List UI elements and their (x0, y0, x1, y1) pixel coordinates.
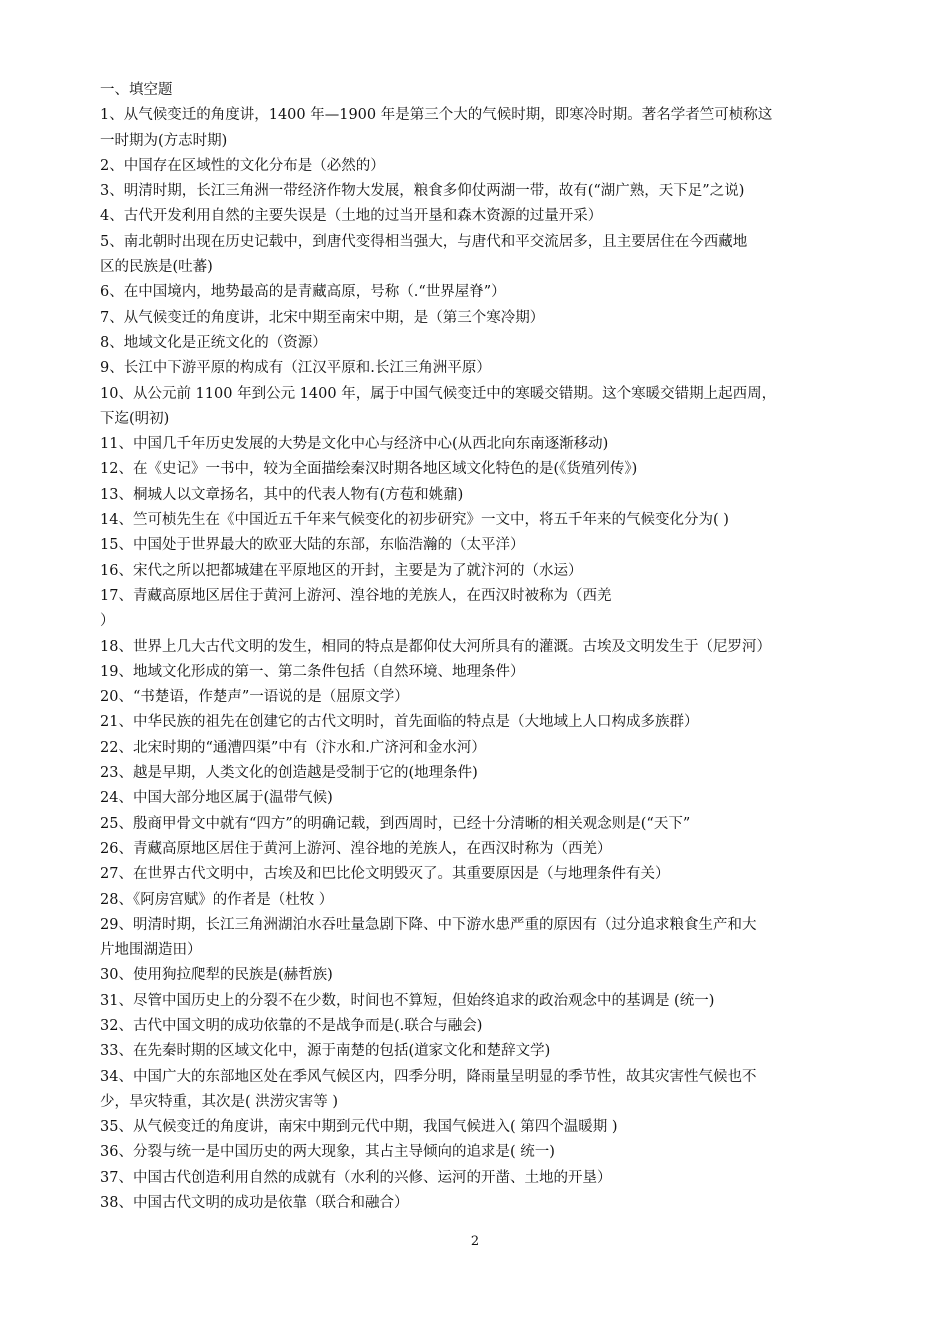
text-line: 33、在先秦时期的区域文化中，源于南楚的包括(道家文化和楚辞文学) (100, 1043, 551, 1060)
text-line: 29、明清时期，长江三角洲湖泊水吞吐量急剧下降、中下游水患严重的原因有（过分追求粮食生产和大 (100, 916, 757, 933)
text-line: 23、越是早期，人类文化的创造越是受制于它的(地理条件) (100, 765, 478, 782)
text-line: 区的民族是(吐蕃) (100, 259, 213, 276)
text-line: 16、宋代之所以把都城建在平原地区的开封，主要是为了就汴河的（水运） (100, 562, 583, 579)
text-line: 26、青藏高原地区居住于黄河上游河、湟谷地的羌族人，在西汉时称为（西羌） (100, 840, 612, 857)
text-line: 7、从气候变迁的角度讲，北宋中期至南宋中期，是（第三个寒冷期） (100, 309, 545, 326)
section-title: 一、填空题 (100, 82, 173, 98)
text-line: 6、在中国境内，地势最高的是青藏高原，号称（.“世界屋脊”） (100, 284, 506, 301)
text-line: 19、地域文化形成的第一、第二条件包括（自然环境、地理条件） (100, 663, 525, 680)
text-line: ） (100, 613, 115, 630)
text-line: 8、地域文化是正统文化的（资源） (100, 334, 327, 351)
text-line: 18、世界上几大古代文明的发生，相同的特点是都仰仗大河所具有的灌溉。古埃及文明发生于（尼罗河） (100, 638, 771, 655)
text-line: 11、中国几千年历史发展的大势是文化中心与经济中心(从西北向东南逐渐移动) (100, 436, 609, 453)
page-number: 2 (470, 1234, 480, 1249)
text-line: 4、古代开发利用自然的主要失误是（土地的过当开垦和森木资源的过量开采） (100, 208, 603, 225)
text-line: 27、在世界古代文明中，古埃及和巴比伦文明毁灭了。其重要原因是（与地理条件有关） (100, 866, 670, 883)
text-line: 25、殷商甲骨文中就有“四方”的明确记载，到西周时，已经十分清晰的相关观念则是(“天下” (100, 815, 691, 832)
text-line: 30、使用狗拉爬犁的民族是(赫哲族) (100, 967, 333, 984)
text-line: 34、中国广大的东部地区处在季风气候区内，四季分明，降雨量呈明显的季节性，故其灾害性气候也不 (100, 1068, 757, 1085)
text-line: 22、北宋时期的“通漕四渠”中有（汴水和.广济河和金水河） (100, 739, 486, 756)
document-page (100, 78, 852, 1216)
text-line: 下迄(明初) (100, 410, 170, 427)
text-line: 9、长江中下游平原的构成有（江汉平原和.长江三角洲平原） (100, 360, 491, 377)
text-line: 10、从公元前 1100 年到公元 1400 年，属于中国气候变迁中的寒暖交错期。这个寒暖交错期上起西周， (100, 385, 777, 402)
text-line: 24、中国大部分地区属于(温带气候) (100, 790, 333, 807)
text-line: 20、“书楚语，作楚声”一语说的是（屈原文学） (100, 689, 409, 706)
text-line: 13、桐城人以文章扬名，其中的代表人物有(方苞和姚鼐) (100, 486, 464, 503)
text-line: 35、从气候变迁的角度讲，南宋中期到元代中期，我国气候进入( 第四个温暖期 ) (100, 1119, 618, 1136)
text-line: 21、中华民族的祖先在创建它的古代文明时，首先面临的特点是（大地域上人口构成多族群） (100, 714, 699, 731)
text-line: 片地围湖造田） (100, 942, 202, 959)
text-line: 一时期为(方志时期) (100, 132, 228, 149)
text-line: 37、中国古代创造利用自然的成就有（水利的兴修、运河的开凿、土地的开垦） (100, 1169, 612, 1186)
text-line: 14、竺可桢先生在《中国近五千年来气候变化的初步研究》一文中，将五千年来的气候变化分为( ) (100, 512, 729, 529)
text-line: 少，旱灾特重，其次是( 洪涝灾害等 ) (100, 1093, 339, 1110)
text-line: 31、尽管中国历史上的分裂不在少数，时间也不算短，但始终追求的政治观念中的基调是 (统一) (100, 992, 715, 1009)
text-line: 32、古代中国文明的成功依靠的不是战争而是(.联合与融会) (100, 1017, 483, 1034)
text-line: 17、青藏高原地区居住于黄河上游河、湟谷地的羌族人，在西汉时被称为（西羌 (100, 587, 612, 604)
text-line: 3、明清时期，长江三角洲一带经济作物大发展，粮食多仰仗两湖一带，故有(“湖广熟，天下足”之说) (100, 183, 745, 200)
text-line: 36、分裂与统一是中国历史的两大现象，其占主导倾向的追求是( 统一) (100, 1144, 555, 1161)
text-line: 5、南北朝时出现在历史记载中，到唐代变得相当强大，与唐代和平交流居多，且主要居住在今西藏地 (100, 233, 748, 250)
text-line: 38、中国古代文明的成功是依靠（联合和融合） (100, 1195, 409, 1212)
text-line: 1、从气候变迁的角度讲，1400 年—1900 年是第三个大的气候时期，即寒冷时期。著名学者竺可桢称这 (100, 107, 773, 124)
text-line: 12、在《史记》一书中，较为全面描绘秦汉时期各地区域文化特色的是(《货殖列传》) (100, 461, 638, 478)
text-line: 15、中国处于世界最大的欧亚大陆的东部，东临浩瀚的（太平洋） (100, 537, 525, 554)
question-list (100, 103, 852, 1216)
text-line: 28、《阿房宫赋》的作者是（杜牧 ） (100, 891, 334, 908)
text-line: 2、中国存在区域性的文化分布是（必然的） (100, 157, 385, 174)
